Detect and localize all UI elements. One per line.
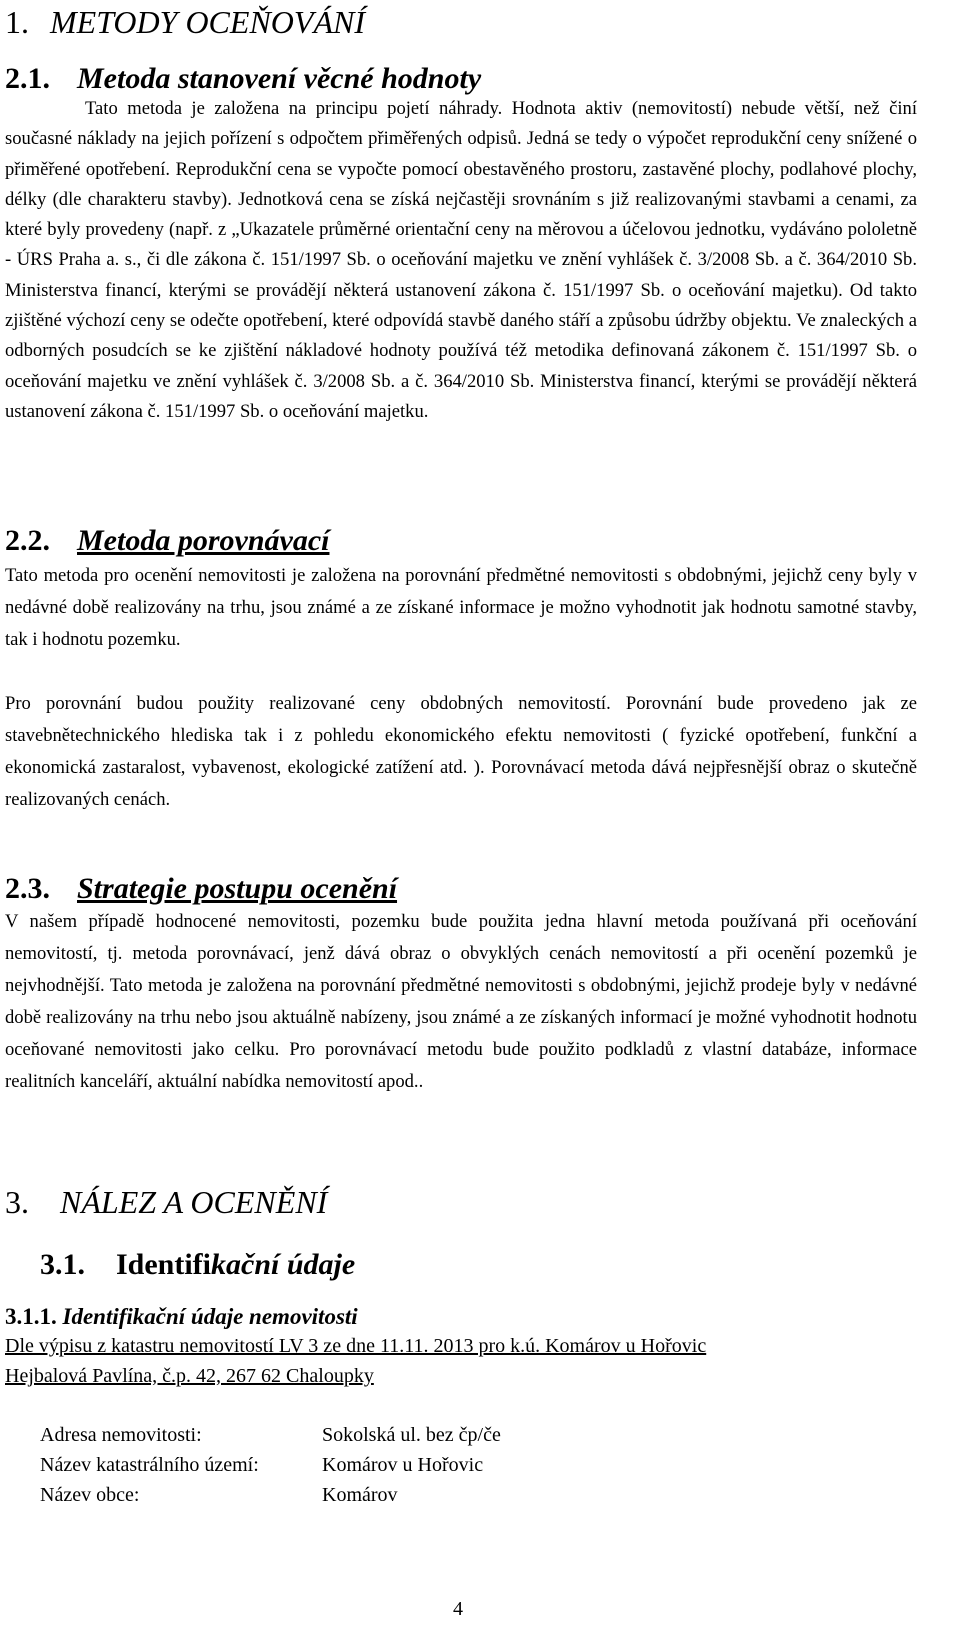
paragraph-comparative-1: Tato metoda pro ocenění nemovitosti je založena na porovnání předmětné nemovitosti s obdobnými, jejichž ceny byly v nedávné době realizovány na trhu, jsou známé a ze získané informace je možno vyhodnotit jak hodnotu samotné stavby, tak i hodnotu pozemku. <box>5 565 917 650</box>
detail-label-address: Adresa nemovitosti: <box>40 1424 202 1446</box>
heading-number: 1. <box>5 4 29 40</box>
heading-title: METODY OCEŇOVÁNÍ <box>50 4 365 40</box>
paragraph-text: Tato metoda je založena na principu pojetí náhrady. Hodnota aktiv (nemovitostí) nebude větší, než činí současné náklady na jejich pořízení s odpočtem přiměřených odpisů. Jedná se tedy o výpočet reprodukční ceny snížené o přiměřené opotřebení. Reprodukční cena se vypočte pomocí obestavěného prostoru, zastavěné plochy, podlahové plochy, délky (dle charakteru stavby). Jednotková cena se získá nejčastěji srovnáním s již realizovanými stavbami a cenami, za které byly provedeny (např. z „Ukazatele průměrné orientační ceny na měrovou a účelovou jednotku, vydáváno pololetně - ÚRS Praha a. s., či dle zákona č. 151/1997 Sb. o oceňování majetku ve znění vyhlášek č. 3/2008 Sb. a č. 364/2010 Sb. Ministerstva financí, kterými se provádějí některá ustanovení zákona č. 151/1997 Sb. o oceňování majetku). Od takto zjištěné výchozí ceny se odečte opotřebení, které odpovídá stavbě daného stáří a způsobu údržby objektu. Ve znaleckých a odborných posudcích se ke zjištění nákladové hodnoty používá též metodika definovaná zákonem č. 151/1997 Sb. o oceňování majetku ve znění vyhlášek č. 3/2008 Sb. a č. 364/2010 Sb. Ministerstva financí, kterými se provádějí některá ustanovení zákona č. 151/1997 Sb. o oceňování majetku. <box>5 98 917 422</box>
heading-section-2-1 <box>5 60 481 98</box>
detail-label-municipality: Název obce: <box>40 1484 140 1506</box>
paragraph-replacement-method <box>5 94 917 427</box>
heading-section-3 <box>5 1182 327 1222</box>
heading-title-plain: Identifi <box>116 1248 212 1281</box>
heading-section-1 <box>5 2 365 42</box>
heading-section-3-1-1 <box>5 1302 358 1332</box>
property-details <box>40 1420 501 1510</box>
heading-section-3-1 <box>40 1246 355 1284</box>
paragraph-strategy: V našem případě hodnocené nemovitosti, pozemku bude použita jedna hlavní metoda používaná při oceňování nemovitostí, tj. metoda porovnávací, jenž dává obraz o obvyklých cenách nemovitostí a při ocenění pozemků je nejvhodnější. Tato metoda je založena na porovnání předmětné nemovitosti s obdobnými, jejichž prodeje byly v nedávné době realizovány na trhu nebo jsou aktuálně nabízeny, jsou známé a ze získaných informací je možné vyhodnotit hodnotu oceňované nemovitosti jako celku. Pro porovnávací metodu bude použito podkladů z vlastní databáze, informace realitních kanceláří, aktuální nabídka nemovitostí apod.. <box>5 911 917 1092</box>
heading-title: Metoda stanovení věcné hodnoty <box>77 62 482 95</box>
heading-title: Metoda porovnávací <box>77 524 330 557</box>
heading-number: 3.1.1. <box>5 1304 57 1329</box>
heading-number: 3. <box>5 1184 29 1220</box>
heading-section-2-2 <box>5 522 329 560</box>
heading-number: 2.2. <box>5 524 50 557</box>
heading-title: Identifikační údaje nemovitosti <box>62 1304 358 1329</box>
detail-label-cadastral-area: Název katastrálního území: <box>40 1454 259 1476</box>
paragraph-comparative-2: Pro porovnání budou použity realizované ceny obdobných nemovitostí. Porovnání bude provedeno jak ze stavebnětechnického hlediska tak i z pohledu ekonomického efektu nemovitosti ( fyzické opotřebení, funkční a ekonomická zastaralost, vybavenost, ekologické zatížení atd. ). Porovnávací metoda dává nejpřesnější obraz o skutečně realizovaných cenách. <box>5 693 917 810</box>
heading-title: NÁLEZ A OCENĚNÍ <box>60 1184 328 1220</box>
detail-value-address: Sokolská ul. bez čp/če <box>322 1424 501 1446</box>
detail-value-cadastral-area: Komárov u Hořovic <box>322 1454 484 1476</box>
detail-value-municipality: Komárov <box>322 1484 398 1506</box>
cadastre-extract-line: Dle výpisu z katastru nemovitostí LV 3 ze dne 11.11. 2013 pro k.ú. Komárov u Hořovic <box>5 1335 707 1357</box>
heading-number: 3.1. <box>40 1248 85 1281</box>
heading-title-italic: kační údaje <box>211 1248 356 1281</box>
owner-line: Hejbalová Pavlína, č.p. 42, 267 62 Chaloupky <box>5 1365 374 1387</box>
heading-section-2-3 <box>5 870 397 908</box>
heading-number: 2.3. <box>5 872 50 905</box>
heading-title: Strategie postupu ocenění <box>77 872 398 905</box>
page-number: 4 <box>453 1598 463 1620</box>
heading-number: 2.1. <box>5 62 50 95</box>
